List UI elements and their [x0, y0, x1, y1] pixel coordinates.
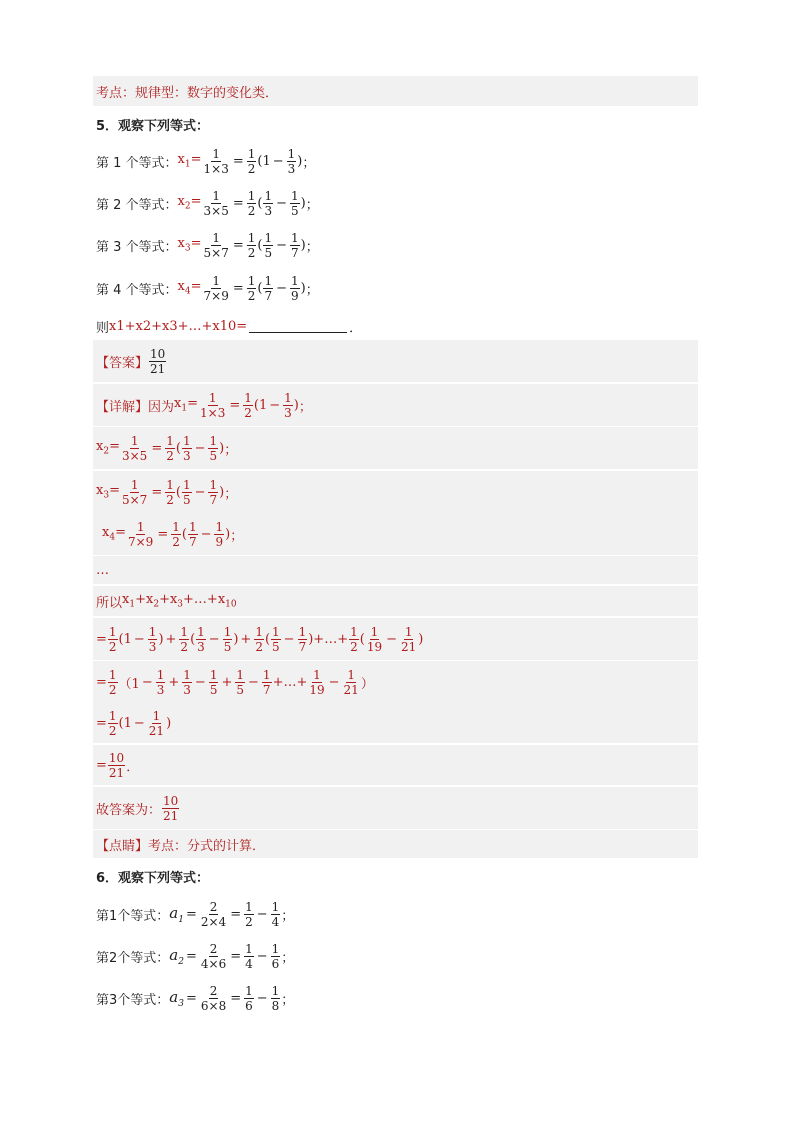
question-prefix: 则 [96, 320, 110, 336]
eq-var: $x_4=$ [102, 525, 126, 543]
fraction: 1 3 [182, 433, 191, 463]
eq-var: $x_2=$ [96, 439, 120, 457]
eq-label: 第 1 个等式： [96, 155, 178, 171]
fraction: $\frac{1}{9}$ [291, 273, 299, 303]
so-label: 所以 [96, 595, 123, 611]
knowledge-point-text: 考点：规律型：数字的变化类． [96, 85, 279, 101]
final-answer-row [93, 787, 698, 829]
eq-label: 第3个等式： [96, 992, 170, 1008]
sum-expr: $x_1+x_2+x_3+\dots+x_{10}$ [122, 592, 237, 610]
fraction: $\frac{1}{5\times 7}$ [203, 230, 229, 260]
eq-label: 第2个等式： [96, 950, 170, 966]
answer-row [93, 340, 698, 382]
q5-equation-3: 第 3 个等式： $x_3=$ $\frac{1}{5\times 7}$ = $\frac{1}{2}$ ( 1 5 − $\frac{1}{7}$ ) ； [96, 230, 319, 260]
detail-sum-expanded: = $\frac{1}{2}$ (1 − $\frac{1}{3}$ ) + $\frac{1}{2}$ ( 1 3 − $\frac{1}{5}$ ) + $\frac{1}{2}$ ( 1 5 − $\frac{1}{7}$ ) +…+ $\frac{1}{2}$ ( 1 19 − $\frac{1}{21}$ ) [93, 618, 698, 660]
q5-title-row [93, 112, 698, 136]
q5-equation-1: 第 1 个等式： $x_1=$ $\frac{1}{1\times 3}$ = $\frac{1}{2}$ (1 − $\frac{1}{3}$ ) ； [96, 146, 316, 176]
q6-title-row [93, 864, 698, 888]
eq-var: $a_3$ [169, 987, 184, 1009]
detail-label: 【详解】 [96, 399, 149, 415]
point-label: 【点睛】 [96, 838, 149, 854]
fraction: $\frac{1}{2}$ [247, 230, 256, 260]
fraction: $\frac{1}{7\times 9}$ [203, 273, 229, 303]
q5-title: 5．观察下列等式： [96, 118, 210, 134]
eq-end: ； [302, 155, 316, 171]
fraction: $\frac{1}{2}$ [166, 477, 174, 507]
fraction: 1 5 [182, 477, 191, 507]
detail-result: = $\frac{10}{21}$ ． [93, 745, 698, 785]
eq-var: $x_1=$ [174, 396, 199, 414]
fraction: $\frac{1}{7}$ [209, 477, 218, 507]
fraction: 1 5 [264, 230, 273, 260]
q5-question [93, 314, 698, 338]
fraction: 1 3 [264, 188, 273, 218]
eq-var: $a_1$ [169, 903, 184, 925]
fraction: $\frac{1}{1\times 3}$ [200, 390, 226, 420]
eq-end: ； [305, 239, 319, 255]
fraction: $\frac{1}{2}$ [247, 273, 256, 303]
detail-row-3: $x_3=$ $\frac{1}{5\times 7}$ = $\frac{1}{2}$ ( 1 5 − $\frac{1}{7}$ ) ； [93, 471, 698, 513]
eq-end: ； [305, 197, 319, 213]
point-text: 考点：分式的计算． [148, 838, 266, 854]
fraction: 1 7 [188, 519, 197, 549]
answer-fraction: 10 21 [150, 346, 166, 376]
q6-equation-3: 第3个等式： $a_3$ = $\frac{2}{6\times 8}$ = $\frac{1}{6}$ − $\frac{1}{8}$ ； [96, 983, 295, 1013]
fraction: $\frac{1}{2}$ [172, 519, 180, 549]
ellipsis-text: … [96, 562, 109, 578]
answer-label: 【答案】 [96, 355, 149, 371]
fraction: $\frac{1}{2}$ [244, 390, 252, 420]
fraction: $\frac{1}{5}$ [291, 188, 299, 218]
q5-equation-2: 第 2 个等式： $x_2=$ $\frac{1}{3\times 5}$ = $\frac{1}{2}$ ( 1 3 − $\frac{1}{5}$ ) ； [96, 188, 319, 218]
fraction: $\frac{1}{3\times 5}$ [203, 188, 229, 218]
q6-equation-1: 第1个等式： $a_1$ = $\frac{2}{2\times 4}$ = $\frac{1}{2}$ − $\frac{1}{4}$ ； [96, 899, 295, 929]
question-expr: x1+x2+x3+…+x10= [109, 318, 248, 334]
eq-var: $x_3=$ [177, 236, 202, 254]
fraction: $\frac{1}{5}$ [209, 433, 218, 463]
detail-so-row [93, 586, 698, 616]
fraction: $\frac{1}{2}$ [166, 433, 174, 463]
fraction: $\frac{1}{3}$ [284, 390, 292, 420]
fraction: $\frac{1}{2}$ [247, 146, 256, 176]
point-row [93, 830, 698, 858]
eq-end: ； [305, 282, 319, 298]
final-answer-fraction: 10 21 [163, 793, 179, 823]
fraction: $\frac{1}{3\times 5}$ [121, 433, 148, 463]
eq-var: $x_2=$ [177, 194, 202, 212]
final-answer-label: 故答案为： [96, 802, 162, 818]
because-text: 因为 [148, 399, 175, 415]
fraction: $\frac{1}{3}$ [287, 146, 296, 176]
fraction: $\frac{1}{7\times 9}$ [127, 519, 154, 549]
knowledge-point-header [93, 76, 698, 106]
eq-label: 第 3 个等式： [96, 239, 178, 255]
eq-label: 第 4 个等式： [96, 282, 178, 298]
question-end: ． [349, 320, 363, 336]
detail-telescope: = $\frac{1}{2}$ （1 − $\frac{1}{3}$ + $\frac{1}{3}$ − $\frac{1}{5}$ + $\frac{1}{5}$ − $\frac{1}{7}$ +…+ $\frac{1}{19}$ − $\frac{1}{21}$ ） [93, 661, 698, 703]
q5-equation-4: 第 4 个等式： $x_4=$ $\frac{1}{7\times 9}$ = $\frac{1}{2}$ ( 1 7 − $\frac{1}{9}$ ) ； [96, 273, 319, 303]
fraction: $\frac{1}{2}$ [247, 188, 256, 218]
q6-equation-2: 第2个等式： $a_2$ = $\frac{2}{4\times 6}$ = $\frac{1}{4}$ − $\frac{1}{6}$ ； [96, 941, 295, 971]
eq-var: $x_3=$ [96, 483, 120, 501]
eq-var: $x_1=$ [177, 152, 202, 170]
q6-title: 6．观察下列等式： [96, 870, 210, 886]
detail-row-1: 【详解】 因为 $x_1=$ $\frac{1}{1\times 3}$ = $\frac{1}{2}$ (1 − $\frac{1}{3}$ ) ； [93, 384, 698, 426]
eq-label: 第 2 个等式： [96, 197, 178, 213]
detail-row-2: $x_2=$ $\frac{1}{3\times 5}$ = $\frac{1}{2}$ ( 1 3 − $\frac{1}{5}$ ) ； [93, 427, 698, 469]
detail-ellipsis [93, 556, 698, 584]
answer-blank [249, 320, 347, 333]
fraction: $\frac{1}{5\times 7}$ [121, 477, 148, 507]
eq-var: $x_4=$ [177, 279, 202, 297]
fraction: $\frac{1}{7}$ [291, 230, 299, 260]
detail-simplified: = $\frac{1}{2}$ (1 − $\frac{1}{21}$ ) [93, 703, 698, 743]
fraction: $\frac{1}{9}$ [215, 519, 224, 549]
fraction: $\frac{1}{1\times 3}$ [203, 146, 229, 176]
eq-label: 第1个等式： [96, 908, 170, 924]
eq-var: $a_2$ [169, 945, 184, 967]
fraction: 1 7 [264, 273, 273, 303]
detail-row-4: $x_4=$ $\frac{1}{7\times 9}$ = $\frac{1}{2}$ ( 1 7 − $\frac{1}{9}$ ) ； [93, 513, 698, 555]
